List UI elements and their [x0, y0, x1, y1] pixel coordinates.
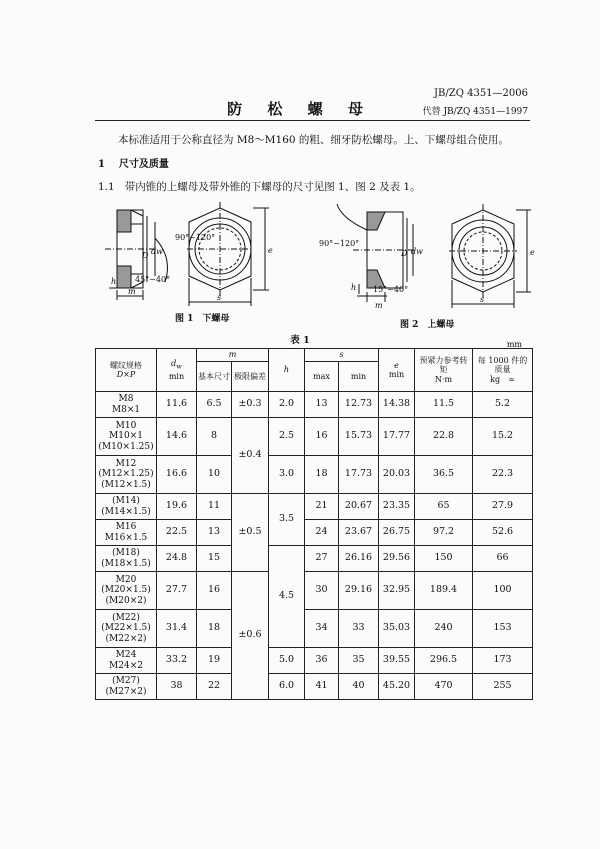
header-e-label: e	[394, 360, 399, 370]
cell-mass: 52.6	[473, 520, 533, 546]
cell-m: 15	[197, 546, 232, 572]
fig2-label-dw: dw	[411, 247, 423, 256]
cell-smax: 36	[305, 648, 339, 674]
fig1-label-h: h	[111, 277, 117, 286]
cell-dw: 33.2	[157, 648, 197, 674]
header-torque	[415, 349, 473, 392]
cell-thread: M10 M10×1 (M10×1.25)	[96, 418, 157, 456]
cell-tol-merged: ±0.4	[232, 418, 269, 494]
header-m: m	[197, 349, 269, 362]
cell-torque: 11.5	[415, 392, 473, 418]
table-row	[96, 494, 533, 520]
cell-thread: M16 M16×1.5	[96, 520, 157, 546]
table-row	[96, 648, 533, 674]
cell-smin: 23.67	[339, 520, 379, 546]
document-title: 防 松 螺 母	[227, 100, 373, 118]
header-dw-sub: w	[176, 362, 182, 371]
cell-m: 16	[197, 572, 232, 610]
cell-dw: 38	[157, 674, 197, 700]
section-1-title: 尺寸及质量	[118, 159, 169, 170]
cell-torque: 65	[415, 494, 473, 520]
table-row	[96, 418, 533, 456]
cell-dw: 19.6	[157, 494, 197, 520]
standard-number: JB/ZQ 4351—2006	[434, 88, 528, 99]
cell-e: 17.77	[379, 418, 415, 456]
intro-paragraph: 本标准适用于公称直径为 M8～M160 的粗、细牙防松螺母。上、下螺母组合使用。	[118, 134, 509, 146]
cell-dw: 24.8	[157, 546, 197, 572]
cell-m: 8	[197, 418, 232, 456]
fig2-small-angle-label: 15°~40°	[373, 285, 409, 294]
cell-h: 5.0	[269, 648, 305, 674]
cell-smax: 24	[305, 520, 339, 546]
table-unit: mm	[506, 340, 522, 349]
cell-m: 6.5	[197, 392, 232, 418]
fig1-small-angle-label: 45°~40°	[135, 275, 171, 284]
cell-smin: 40	[339, 674, 379, 700]
cell-dw: 14.6	[157, 418, 197, 456]
table-row	[96, 546, 533, 572]
cell-e: 29.56	[379, 546, 415, 572]
cell-thread: M24 M24×2	[96, 648, 157, 674]
cell-mass: 100	[473, 572, 533, 610]
fig1-label-e: e	[268, 246, 273, 255]
cell-dw: 22.5	[157, 520, 197, 546]
header-torque-label: 预紧力参考转矩	[419, 356, 468, 375]
cell-m: 13	[197, 520, 232, 546]
header-dw	[157, 349, 197, 392]
cell-smax: 13	[305, 392, 339, 418]
cell-smin: 35	[339, 648, 379, 674]
cell-smax: 34	[305, 610, 339, 648]
section-1-heading	[98, 155, 169, 170]
cell-thread: (M18) (M18×1.5)	[96, 546, 157, 572]
fig1-label-D: D	[142, 251, 149, 260]
table-row	[96, 520, 533, 546]
header-torque-unit: N·m	[434, 374, 453, 384]
section-1-1-text: 带内锥的上螺母及带外锥的下螺母的尺寸见图 1、图 2 及表 1。	[124, 181, 421, 193]
cell-torque: 22.8	[415, 418, 473, 456]
header-h: h	[269, 349, 305, 392]
cell-m: 19	[197, 648, 232, 674]
replaces-standard: 代替 JB/ZQ 4351—1997	[422, 107, 528, 117]
header-s-min: min	[339, 362, 379, 392]
table-row	[96, 674, 533, 700]
cell-mass: 153	[473, 610, 533, 648]
cell-tol-merged: ±0.6	[232, 572, 269, 700]
header-dw-min: min	[168, 371, 185, 381]
fig2-angle-label: 90°~120°	[319, 239, 360, 248]
table-row	[96, 392, 533, 418]
header-s-max: max	[305, 362, 339, 392]
cell-smin: 20.67	[339, 494, 379, 520]
cell-smax: 27	[305, 546, 339, 572]
cell-dw: 31.4	[157, 610, 197, 648]
cell-smax: 41	[305, 674, 339, 700]
cell-thread: M20 (M20×1.5) (M20×2)	[96, 572, 157, 610]
cell-smin: 12.73	[339, 392, 379, 418]
cell-e: 35.03	[379, 610, 415, 648]
cell-m: 10	[197, 456, 232, 494]
figure-1-drawing	[95, 198, 295, 310]
header-mass-unit: kg ≈	[490, 374, 515, 384]
cell-e: 45.20	[379, 674, 415, 700]
cell-e: 32.95	[379, 572, 415, 610]
cell-smin: 29.16	[339, 572, 379, 610]
table-row	[96, 610, 533, 648]
cell-tol: ±0.3	[232, 392, 269, 418]
header-thread	[96, 349, 157, 392]
fig2-label-D: D	[401, 249, 408, 258]
header-s: s	[305, 349, 379, 362]
cell-e: 23.35	[379, 494, 415, 520]
fig1-angle-label: 90°~120°	[175, 233, 216, 242]
cell-smax: 30	[305, 572, 339, 610]
header-m-tol: 极限偏差	[232, 362, 269, 392]
cell-torque: 150	[415, 546, 473, 572]
fig2-label-m: m	[375, 301, 383, 310]
cell-mass: 255	[473, 674, 533, 700]
cell-smax: 16	[305, 418, 339, 456]
cell-m: 22	[197, 674, 232, 700]
header-e	[379, 349, 415, 392]
figure-1-caption: 图 1 下螺母	[175, 314, 230, 324]
cell-tol-merged: ±0.5	[232, 494, 269, 572]
cell-torque: 240	[415, 610, 473, 648]
cell-h-merged: 3.5	[269, 494, 305, 546]
cell-torque: 97.2	[415, 520, 473, 546]
header-mass-label: 每 1000 件的质量	[477, 356, 528, 375]
section-1-number: 1	[98, 159, 105, 170]
cell-mass: 27.9	[473, 494, 533, 520]
header-thread-sub: D×P	[116, 370, 136, 379]
table-row	[96, 456, 533, 494]
figure-2-caption: 图 2 上螺母	[400, 320, 455, 330]
header-dw-label: d	[171, 359, 177, 369]
cell-mass: 173	[473, 648, 533, 674]
cell-e: 26.75	[379, 520, 415, 546]
cell-mass: 22.3	[473, 456, 533, 494]
cell-smin: 15.73	[339, 418, 379, 456]
cell-e: 39.55	[379, 648, 415, 674]
cell-thread: M8 M8×1	[96, 392, 157, 418]
figure-2-drawing	[315, 198, 540, 316]
spec-table	[95, 348, 533, 700]
cell-smax: 18	[305, 456, 339, 494]
cell-thread: (M22) (M22×1.5) (M22×2)	[96, 610, 157, 648]
cell-smax: 21	[305, 494, 339, 520]
fig2-label-h: h	[351, 283, 357, 292]
cell-h: 3.0	[269, 456, 305, 494]
cell-thread: (M14) (M14×1.5)	[96, 494, 157, 520]
cell-mass: 5.2	[473, 392, 533, 418]
title-rule	[95, 120, 530, 121]
section-1-1-number: 1.1	[98, 181, 115, 193]
cell-e: 14.38	[379, 392, 415, 418]
cell-h-merged: 4.5	[269, 546, 305, 648]
fig1-label-s: s	[217, 293, 222, 302]
table-row	[96, 572, 533, 610]
cell-dw: 16.6	[157, 456, 197, 494]
cell-dw: 11.6	[157, 392, 197, 418]
cell-m: 11	[197, 494, 232, 520]
section-1-1-paragraph	[98, 179, 421, 194]
cell-dw: 27.7	[157, 572, 197, 610]
cell-e: 20.03	[379, 456, 415, 494]
header-m-basic: 基本尺寸	[197, 362, 232, 392]
header-e-min: min	[388, 370, 405, 379]
cell-smin: 33	[339, 610, 379, 648]
cell-h: 2.5	[269, 418, 305, 456]
cell-mass: 66	[473, 546, 533, 572]
cell-thread: M12 (M12×1.25) (M12×1.5)	[96, 456, 157, 494]
cell-h: 6.0	[269, 674, 305, 700]
cell-torque: 470	[415, 674, 473, 700]
cell-smin: 26.16	[339, 546, 379, 572]
cell-torque: 296.5	[415, 648, 473, 674]
fig1-label-m: m	[128, 287, 136, 296]
cell-h: 2.0	[269, 392, 305, 418]
cell-thread: (M27) (M27×2)	[96, 674, 157, 700]
table-caption: 表 1	[290, 335, 310, 346]
fig2-label-e: e	[530, 248, 535, 257]
fig1-label-dw: dw	[151, 247, 163, 256]
cell-torque: 189.4	[415, 572, 473, 610]
cell-m: 18	[197, 610, 232, 648]
header-mass	[473, 349, 533, 392]
header-thread-label: 螺纹规格	[110, 360, 142, 370]
fig2-label-s: s	[480, 295, 485, 304]
cell-mass: 15.2	[473, 418, 533, 456]
cell-smin: 17.73	[339, 456, 379, 494]
cell-torque: 36.5	[415, 456, 473, 494]
